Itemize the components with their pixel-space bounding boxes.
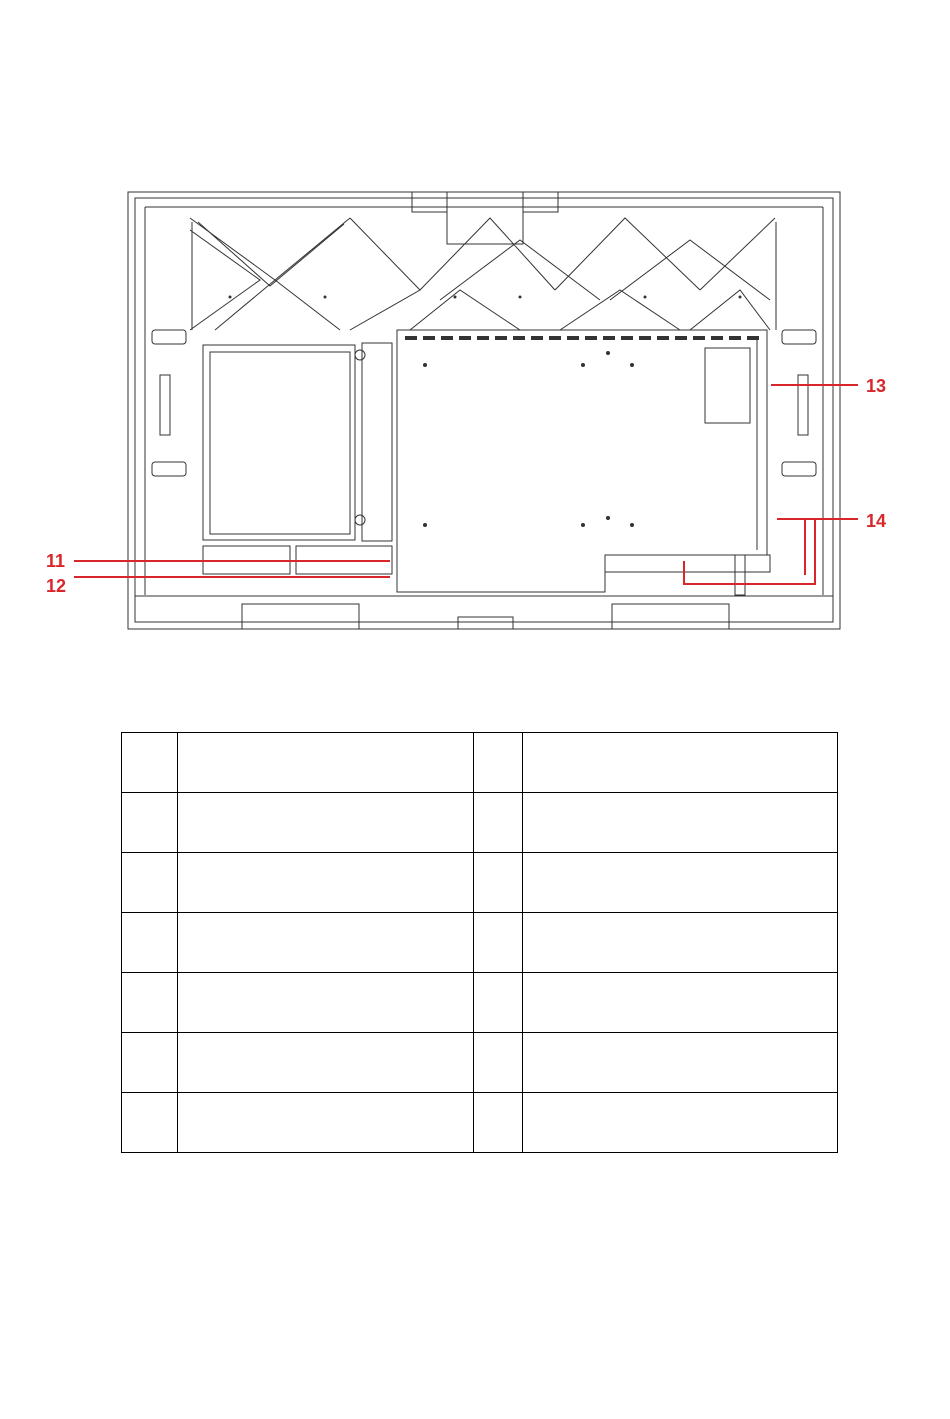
callout-12: 12 (46, 576, 67, 596)
legend-row (122, 733, 838, 793)
left-panel (203, 345, 355, 540)
legend-table (121, 732, 838, 1153)
legend-cell-num-right (474, 913, 523, 973)
right-speaker-grille (612, 604, 729, 629)
legend-cell-num-right (474, 793, 523, 853)
legend-cell-desc-left (178, 973, 474, 1033)
legend-cell-num-left (122, 853, 178, 913)
legend-cell-desc-left (178, 733, 474, 793)
left-speaker-grille (242, 604, 359, 629)
display-inner-frame (135, 198, 833, 622)
top-vent-block (447, 192, 523, 244)
legend-row (122, 913, 838, 973)
display-rear-diagram (0, 0, 950, 700)
legend-cell-num-left (122, 733, 178, 793)
legend-row (122, 853, 838, 913)
legend-cell-num-right (474, 853, 523, 913)
support-braces (190, 218, 776, 330)
legend-cell-desc-right (523, 913, 838, 973)
legend-cell-desc-right (523, 1093, 838, 1153)
legend-row (122, 973, 838, 1033)
legend-cell-desc-left (178, 1033, 474, 1093)
legend-cell-num-right (474, 733, 523, 793)
main-board (397, 330, 767, 592)
legend-cell-num-right (474, 1033, 523, 1093)
callout-11: 11 (46, 551, 66, 571)
legend-cell-desc-right (523, 1033, 838, 1093)
legend-cell-desc-left (178, 913, 474, 973)
legend-cell-desc-right (523, 733, 838, 793)
legend-cell-desc-right (523, 793, 838, 853)
legend-cell-desc-left (178, 853, 474, 913)
legend-cell-desc-right (523, 853, 838, 913)
legend-cell-num-left (122, 913, 178, 973)
legend-cell-num-right (474, 973, 523, 1033)
legend-cell-num-left (122, 1093, 178, 1153)
legend-cell-desc-right (523, 973, 838, 1033)
legend-cell-desc-left (178, 793, 474, 853)
callout-13: 13 (866, 376, 887, 396)
callout-leaders (74, 385, 858, 584)
callout-14: 14 (866, 511, 887, 531)
legend-cell-num-left (122, 793, 178, 853)
legend-cell-desc-left (178, 1093, 474, 1153)
legend-row (122, 1093, 838, 1153)
legend-row (122, 1033, 838, 1093)
legend-cell-num-left (122, 1033, 178, 1093)
legend-cell-num-left (122, 973, 178, 1033)
legend-row (122, 793, 838, 853)
legend-cell-num-right (474, 1093, 523, 1153)
